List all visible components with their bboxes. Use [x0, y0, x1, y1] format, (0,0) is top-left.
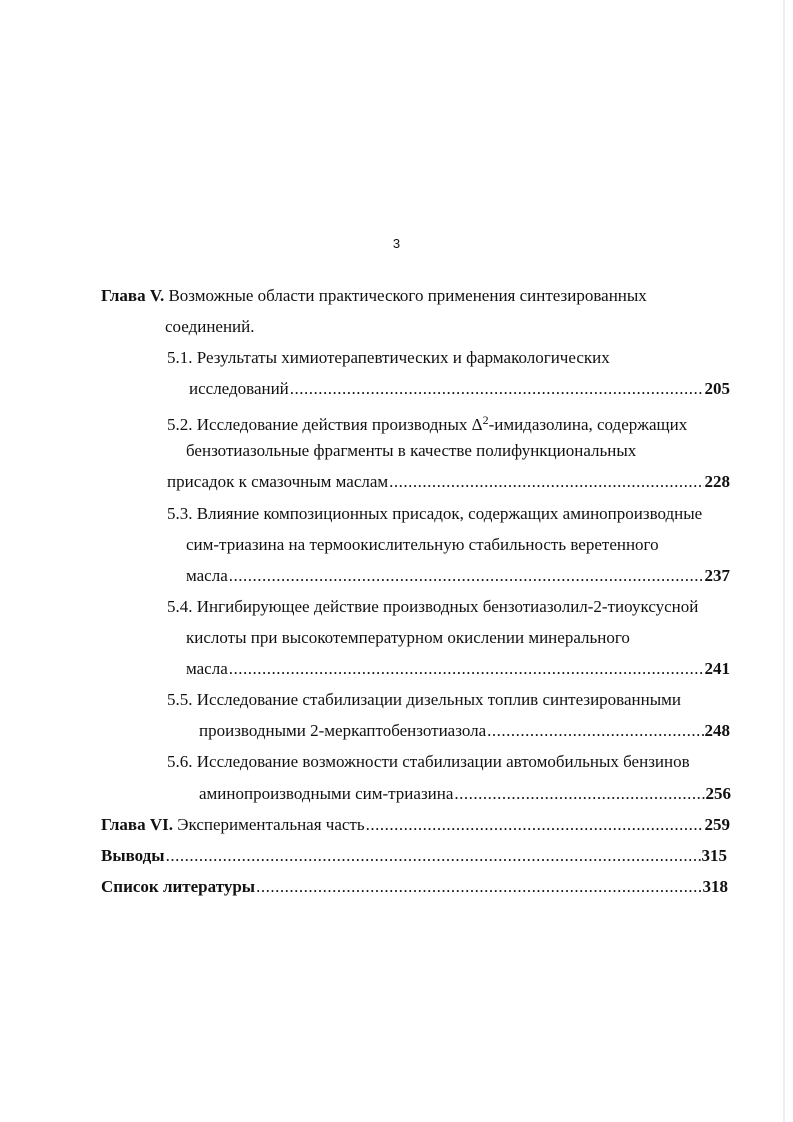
leader-dots [290, 379, 704, 399]
scan-edge [783, 0, 785, 1122]
delta-superscript: 2 [482, 413, 489, 427]
section-5-3-title: 5.3. Влияние композиционных присадок, содержащих аминопроизводные [167, 504, 703, 523]
leader-dots [229, 659, 704, 679]
chapter-5-heading [101, 286, 647, 306]
section-5-6-entry [199, 784, 731, 804]
section-5-5-last: производными 2-меркаптобензотиазола [199, 721, 487, 740]
section-5-6-page: 256 [705, 784, 731, 803]
section-5-5-title: 5.5. Исследование стабилизации дизельных топлив синтезированными [167, 690, 682, 709]
section-5-5-entry [199, 721, 730, 741]
chapter-5-title-cont: соединений. [165, 317, 255, 336]
conclusions-page: 315 [701, 846, 727, 865]
chapter-6-page: 259 [704, 815, 730, 834]
leader-dots [229, 566, 704, 586]
section-5-2-entry [167, 472, 730, 492]
leader-dots [256, 877, 701, 897]
section-5-2-pre: 5.2. Исследование действия производных [167, 415, 468, 434]
section-5-2-page: 228 [704, 472, 730, 491]
chapter-5-title: Возможные области практического применения синтезированных [168, 286, 647, 305]
leader-dots [366, 815, 704, 835]
chapter-6-entry [101, 815, 730, 835]
chapter-5-label: Глава V. [101, 286, 165, 305]
leader-dots [487, 721, 703, 741]
section-5-2-line2: бензотиазольные фрагменты в качестве полифункциональных [186, 441, 637, 460]
section-5-1-title: 5.1. Результаты химиотерапевтических и фармакологических [167, 348, 610, 367]
section-5-5-page: 248 [704, 721, 730, 740]
chapter-6-label: Глава VI. [101, 815, 174, 834]
section-5-4-last: масла [186, 659, 228, 678]
leader-dots [454, 784, 704, 804]
leader-dots [166, 846, 701, 866]
section-5-1-last: исследований [189, 379, 289, 398]
delta-symbol: Δ [471, 415, 483, 434]
leader-dots [389, 472, 703, 492]
references-page: 318 [702, 877, 728, 896]
conclusions-label: Выводы [101, 846, 165, 865]
section-5-6-last: аминопроизводными сим-триазина [199, 784, 454, 803]
page-number: 3 [392, 236, 401, 251]
references-label: Список литературы [101, 877, 256, 896]
section-5-4-title: 5.4. Ингибирующее действие производных бензотиазолил-2-тиоуксусной [167, 597, 699, 616]
section-5-2-last: присадок к смазочным маслам [167, 472, 389, 491]
section-5-1-entry [189, 379, 730, 399]
section-5-4-entry [186, 659, 730, 679]
section-5-2-title [167, 410, 687, 435]
section-5-1-page: 205 [704, 379, 730, 398]
section-5-6-title: 5.6. Исследование возможности стабилизации автомобильных бензинов [167, 752, 690, 771]
chapter-6-title: Экспериментальная часть [177, 815, 365, 834]
section-5-4-line2: кислоты при высокотемпературном окислении минерального [186, 628, 630, 647]
section-5-3-entry [186, 566, 730, 586]
section-5-4-page: 241 [704, 659, 730, 678]
conclusions-entry [101, 846, 727, 866]
section-5-3-line2: сим-триазина на термоокислительную стабильность веретенного [186, 535, 659, 554]
references-entry [101, 877, 728, 897]
section-5-3-page: 237 [704, 566, 730, 585]
section-5-2-post: -имидазолина, содержащих [488, 415, 688, 434]
section-5-3-last: масла [186, 566, 228, 585]
